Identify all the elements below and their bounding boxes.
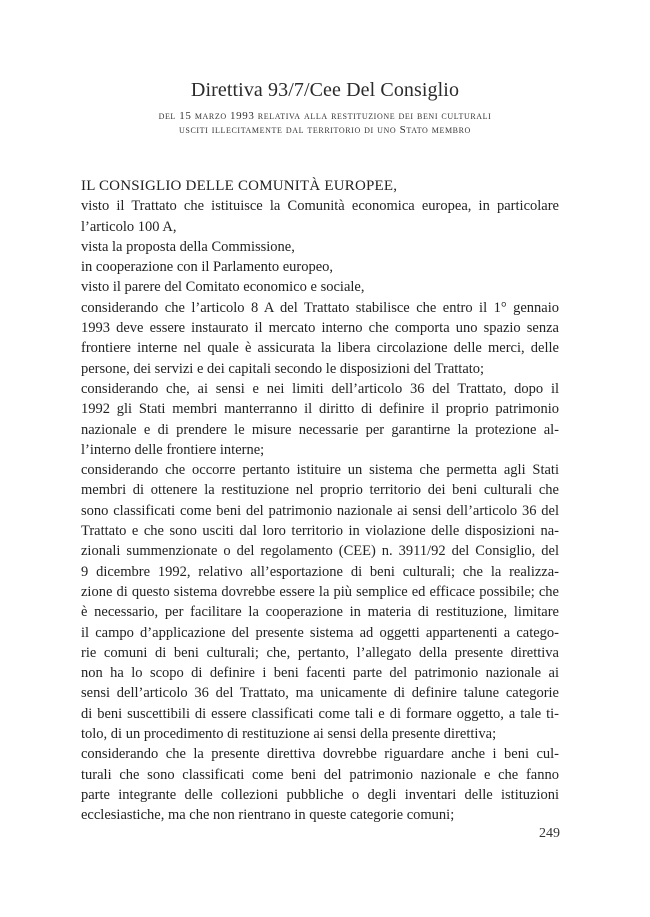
- body-line: considerando che la presente direttiva dovrebbe riguardare anche i beni cul-: [81, 746, 559, 763]
- body-line: considerando che occorre pertanto istituire un sistema che permetta agli Stati: [81, 462, 559, 479]
- body-line: tolo, di un procedimento di restituzione ai sensi della presente direttiva;: [81, 726, 497, 743]
- body-line: il campo d’applicazione del presente sistema ad oggetti appartenenti a catego-: [81, 624, 559, 641]
- body-line: turali che sono classificati come beni del patrimonio nazionale e che fanno: [81, 766, 559, 783]
- body-line: l’articolo 100 A,: [81, 218, 177, 235]
- body-text: [81, 176, 559, 826]
- body-line: 9 dicembre 1992, relativo all’esportazione di beni culturali; che la realizza-: [81, 563, 559, 580]
- section-heading: IL CONSIGLIO DELLE COMUNITÀ EUROPEE,: [81, 178, 398, 194]
- body-line: zionali summenzionate o del regolamento (CEE) n. 3911/92 del Consiglio, del: [81, 543, 559, 560]
- body-line: zione di questo sistema dovrebbe essere la più semplice ed efficace possibile; che: [81, 583, 559, 600]
- body-line: vista la proposta della Commissione,: [81, 238, 295, 255]
- body-line: considerando che l’articolo 8 A del Trattato stabilisce che entro il 1° gennaio: [81, 299, 559, 316]
- body-line: Trattato e che sono usciti dal loro territorio in violazione delle disposizioni na-: [81, 523, 559, 540]
- page-number: 249: [539, 826, 560, 841]
- body-line: frontiere interne nel quale è assicurata la libera circolazione delle merci, delle: [81, 340, 559, 357]
- body-line: visto il parere del Comitato economico e sociale,: [81, 279, 365, 296]
- body-line: di beni suscettibili di essere classificati come tali e di formare oggetto, a tale ti-: [81, 705, 559, 722]
- body-line: sono classificati come beni del patrimonio nazionale ai sensi dell’articolo 36 del: [81, 502, 559, 519]
- body-line: parte integrante delle collezioni pubbliche o degli inventari delle istituzioni: [81, 786, 559, 803]
- body-line: è necessario, per facilitare la cooperazione in materia di restituzione, limitare: [81, 604, 559, 621]
- body-line: considerando che, ai sensi e nei limiti dell’articolo 36 del Trattato, dopo il: [81, 380, 559, 397]
- body-line: visto il Trattato che istituisce la Comunità economica europea, in particolare: [81, 198, 559, 215]
- body-line: non ha lo scopo di definire i beni facenti parte del patrimonio nazionale ai: [81, 665, 559, 682]
- subtitle-line: del 15 marzo 1993 relativa alla restituzione dei beni culturali: [158, 110, 492, 122]
- body-line: 1993 deve essere instaurato il mercato interno che comporta uno spazio senza: [81, 320, 559, 337]
- body-line: 1992 gli Stati membri manterranno il diritto di definire il proprio patrimonio: [81, 401, 559, 418]
- page-title: Direttiva 93/7/Cee Del Consiglio: [190, 79, 460, 101]
- body-line: rie comuni di beni culturali; che, pertanto, l’allegato della presente direttiva: [81, 644, 559, 661]
- body-line: nazionale e di prendere le misure necessarie per garantirne la protezione al-: [81, 421, 559, 438]
- body-line: in cooperazione con il Parlamento europeo,: [81, 259, 334, 276]
- page-subtitle: [0, 109, 650, 137]
- body-line: l’interno delle frontiere interne;: [81, 441, 265, 458]
- body-line: ecclesiastiche, ma che non rientrano in queste categorie comuni;: [81, 807, 455, 824]
- body-line: membri di ottenere la restituzione nel proprio territorio dei beni culturali che: [81, 482, 559, 499]
- body-line: persone, dei servizi e dei capitali secondo le disposizioni del Trattato;: [81, 360, 485, 377]
- subtitle-line: usciti illecitamente dal territorio di uno Stato membro: [179, 124, 471, 136]
- body-line: sensi dell’articolo 36 del Trattato, ma unicamente di definire talune categorie: [81, 685, 559, 702]
